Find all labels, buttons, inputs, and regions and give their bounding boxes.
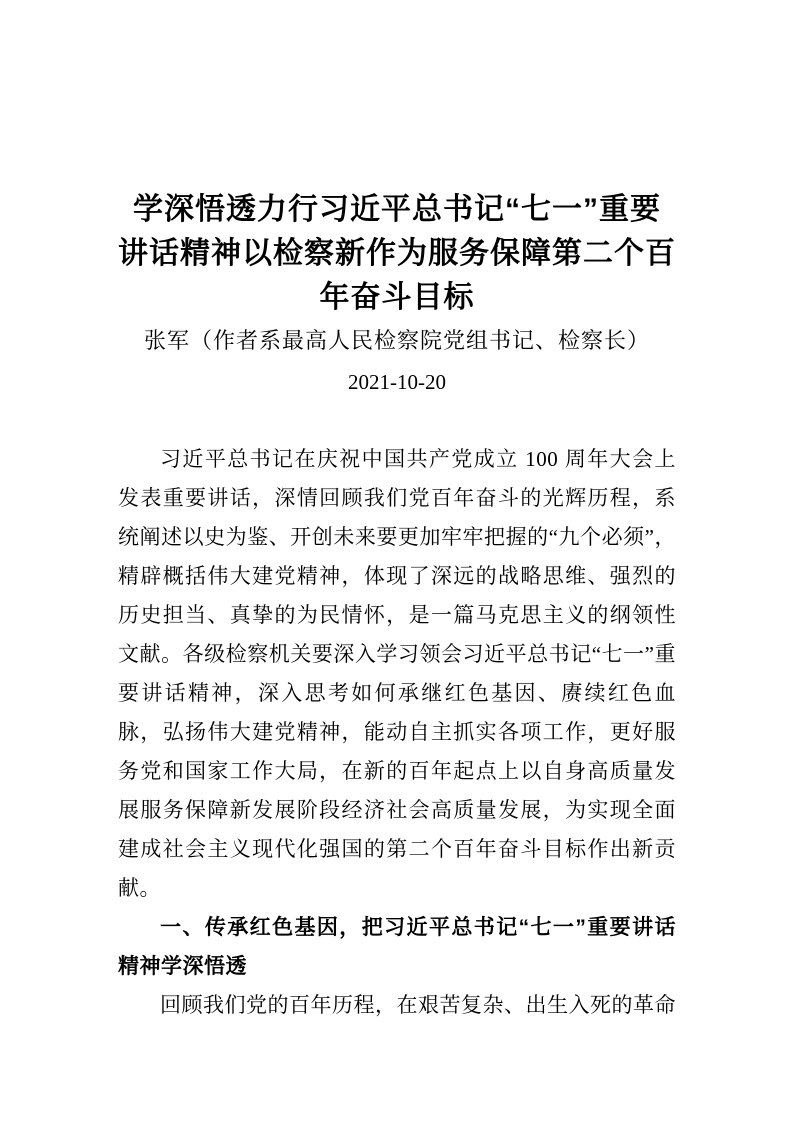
document-content	[118, 0, 676, 1025]
body-paragraph-1: 习近平总书记在庆祝中国共产党成立 100 周年大会上发表重要讲话，深情回顾我们党百年奋斗的光辉历程，系统阐述以史为鉴、开创未来要更加牢牢把握的“九个必须”，精辟概括伟大建党精神，体现了深远的战略思维、强烈的历史担当、真挚的为民情怀，是一篇马克思主义的纲领性文献。各级检察机关要深入学习领会习近平总书记“七一”重要讲话精神，深入思考如何承继红色基因、赓续红色血脉，弘扬伟大建党精神，能动自主抓实各项工作，更好服务党和国家工作大局，在新的百年起点上以自身高质量发展服务保障新发展阶段经济社会高质量发展，为实现全面建成社会主义现代化强国的第二个百年奋斗目标作出新贡献。	[118, 447, 676, 900]
document-title: 学深悟透力行习近平总书记“七一”重要讲话精神以检察新作为服务保障第二个百年奋斗目标	[118, 193, 676, 314]
section-heading-1: 一、传承红色基因，把习近平总书记“七一”重要讲话精神学深悟透	[118, 916, 676, 978]
publish-date: 2021-10-20	[348, 370, 446, 394]
body-paragraph-2: 回顾我们党的百年历程，在艰苦复杂、出生入死的革命	[160, 993, 676, 1017]
author-byline: 张军（作者系最高人民检察院党组书记、检察长）	[143, 328, 650, 353]
